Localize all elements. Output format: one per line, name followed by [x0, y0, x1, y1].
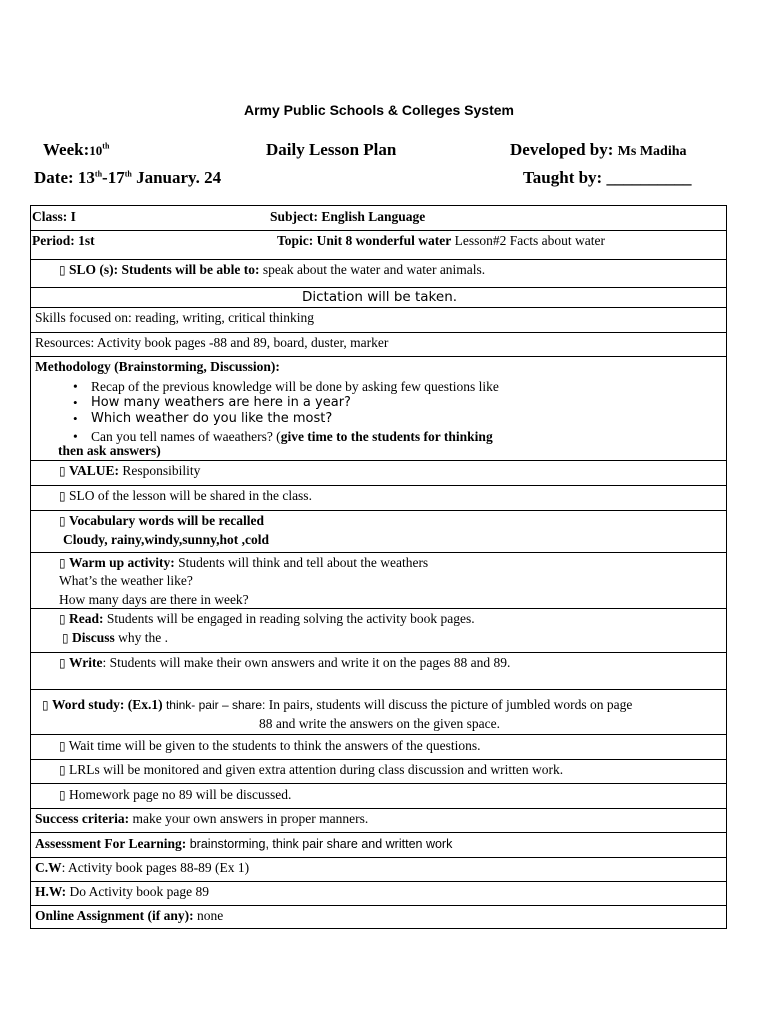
period-cell: Period: 1st — [32, 233, 95, 248]
row-divider — [31, 857, 726, 858]
lesson-plan-table — [30, 205, 727, 929]
missing-glyph-icon: ▯ — [62, 631, 69, 645]
page-title: Daily Lesson Plan — [266, 140, 397, 159]
success-criteria-row: Success criteria: make your own answers in proper manners. — [35, 811, 369, 826]
missing-glyph-icon: ▯ — [59, 788, 66, 802]
row-divider — [31, 689, 726, 690]
slo-share-row: ▯ SLO of the lesson will be shared in the class. — [59, 488, 312, 503]
online-assignment-row: Online Assignment (if any): none — [35, 908, 224, 923]
row-divider — [31, 552, 726, 553]
homework-assigned-row: H.W: Do Activity book page 89 — [35, 884, 209, 899]
row-divider — [31, 759, 726, 760]
word-study-continuation: 88 and write the answers on the given space. — [258, 716, 501, 731]
missing-glyph-icon: ▯ — [59, 556, 66, 570]
row-divider — [31, 485, 726, 486]
missing-glyph-icon: ▯ — [59, 739, 66, 753]
skills-row: Skills focused on: reading, writing, critical thinking — [35, 310, 314, 325]
resources-row: Resources: Activity book pages -88 and 89, board, duster, marker — [35, 335, 389, 350]
list-item: • Which weather do you like the most? — [73, 411, 499, 427]
row-divider — [31, 460, 726, 461]
row-divider — [31, 510, 726, 511]
wait-time-row: ▯ Wait time will be given to the students to think the answers of the questions. — [59, 738, 481, 753]
row-divider — [31, 259, 726, 260]
write-row: ▯ Write: Students will make their own answers and write it on the pages 88 and 89. — [59, 655, 511, 670]
row-divider — [31, 808, 726, 809]
slo-row: ▯ SLO (s): Students will be able to: speak about the water and water animals. — [59, 262, 486, 277]
missing-glyph-icon: ▯ — [59, 263, 66, 277]
taught-by: Taught by: __________ — [523, 168, 692, 187]
methodology-continuation: then ask answers) — [58, 443, 161, 458]
week-field: Week:10th — [43, 140, 110, 159]
methodology-title: Methodology (Brainstorming, Discussion): — [35, 359, 280, 374]
missing-glyph-icon: ▯ — [59, 612, 66, 626]
row-divider — [31, 307, 726, 308]
missing-glyph-icon: ▯ — [59, 763, 66, 777]
warmup-question: What’s the weather like? — [59, 573, 193, 588]
row-divider — [31, 905, 726, 906]
row-divider — [31, 881, 726, 882]
class-cell: Class: I — [32, 209, 76, 224]
row-divider — [31, 608, 726, 609]
developed-by: Developed by: Ms Madiha — [510, 140, 687, 159]
warmup-question: How many days are there in week? — [59, 592, 249, 607]
list-item: • Recap of the previous knowledge will be done by asking few questions like — [73, 378, 499, 395]
row-divider — [31, 332, 726, 333]
missing-glyph-icon: ▯ — [59, 514, 66, 528]
row-divider — [31, 356, 726, 357]
row-divider — [31, 734, 726, 735]
missing-glyph-icon: ▯ — [59, 464, 66, 478]
discuss-row: ▯ Discuss why the . — [62, 630, 168, 645]
date-field: Date: 13th-17th January. 24 — [34, 168, 222, 187]
vocabulary-row: ▯ Vocabulary words will be recalled — [59, 513, 264, 528]
list-item: • Can you tell names of waeathers? (give time to the students for thinking — [73, 427, 499, 446]
dictation-row: Dictation will be taken. — [301, 289, 458, 305]
row-divider — [31, 832, 726, 833]
word-study-row: ▯ Word study: (Ex.1) think- pair – share: In pairs, students will discuss the picture of jumbled words on page — [42, 697, 633, 712]
homework-row: ▯ Homework page no 89 will be discussed. — [59, 787, 292, 802]
read-row: ▯ Read: Students will be engaged in reading solving the activity book pages. — [59, 611, 475, 626]
list-item: • How many weathers are here in a year? — [73, 395, 499, 411]
subject-cell: Subject: English Language — [270, 209, 426, 224]
assessment-row: Assessment For Learning: brainstorming, think pair share and written work — [35, 836, 453, 851]
row-divider — [31, 287, 726, 288]
methodology-list — [73, 378, 499, 446]
row-divider — [31, 783, 726, 784]
warmup-row: ▯ Warm up activity: Students will think and tell about the weathers — [59, 555, 429, 570]
missing-glyph-icon: ▯ — [59, 656, 66, 670]
missing-glyph-icon: ▯ — [42, 698, 49, 712]
vocabulary-words: Cloudy, rainy,windy,sunny,hot ,cold — [63, 532, 269, 547]
classwork-row: C.W: Activity book pages 88-89 (Ex 1) — [35, 860, 250, 875]
topic-cell: Topic: Unit 8 wonderful water Lesson#2 Facts about water — [277, 233, 605, 248]
row-divider — [31, 652, 726, 653]
school-name: Army Public Schools & Colleges System — [244, 102, 514, 118]
missing-glyph-icon: ▯ — [59, 489, 66, 503]
row-divider — [31, 230, 726, 231]
lrl-row: ▯ LRLs will be monitored and given extra attention during class discussion and written work. — [59, 762, 564, 777]
value-row: ▯ VALUE: Responsibility — [59, 463, 201, 478]
